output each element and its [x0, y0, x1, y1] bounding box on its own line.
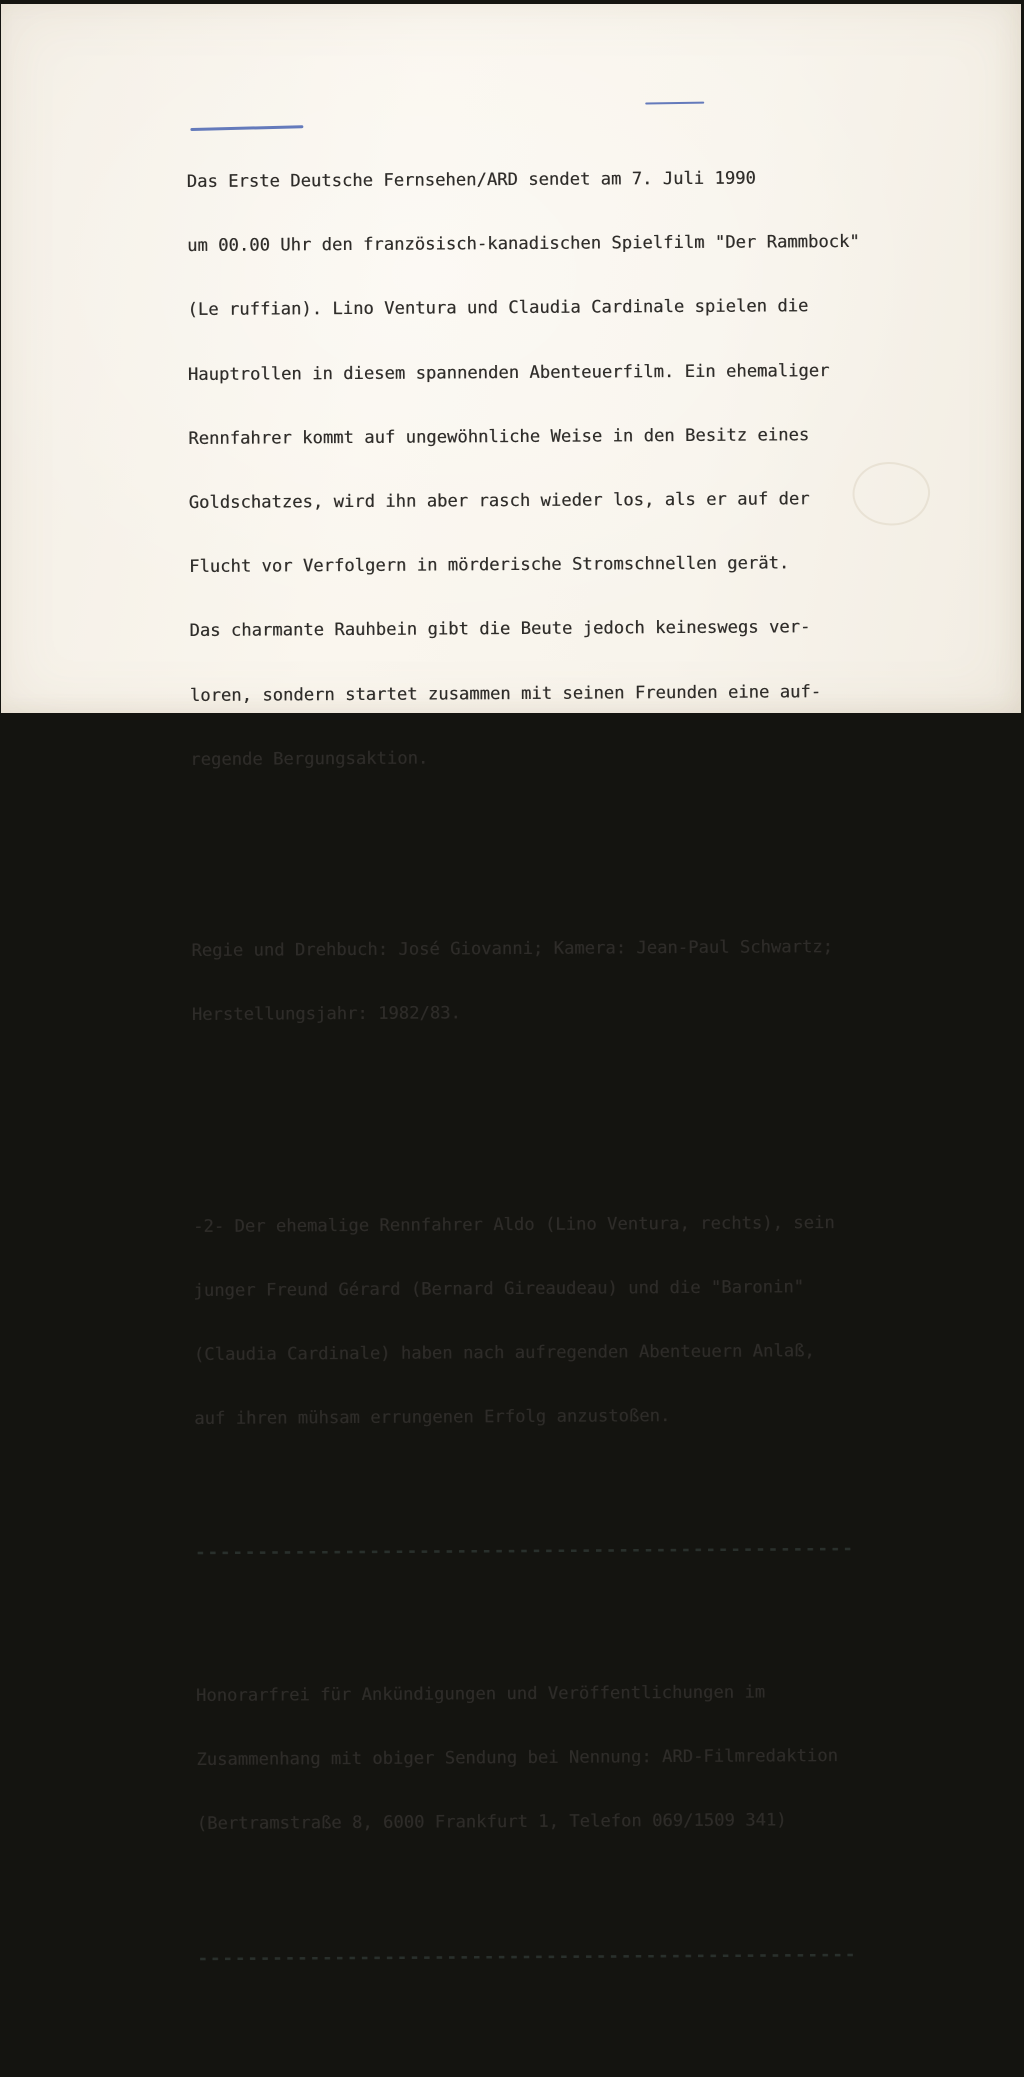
text-line: -2- Der ehemalige Rennfahrer Aldo (Lino Ventura, rechts), sein: [193, 1212, 835, 1237]
text-line: Flucht vor Verfolgern in mörderische Stromschnellen gerät.: [189, 553, 790, 578]
text-line: (Claudia Cardinale) haben nach aufregenden Abenteuern Anlaß,: [193, 1341, 815, 1365]
text-line: Regie und Drehbuch: José Giovanni; Kamera: Jean-Paul Schwartz;: [191, 937, 834, 962]
pen-underline-spielfilm: [645, 101, 704, 104]
text-line: Das Erste Deutsche Fernsehen/ARD sendet am 7. Juli 1990: [186, 168, 756, 193]
text-line: regende Bergungsaktion.: [190, 748, 429, 770]
typewritten-text-block: [186, 61, 928, 2077]
text-line: loren, sondern startet zusammen mit seinen Freunden eine auf-: [189, 681, 822, 706]
dashed-separator-bottom: -----------------------------------------------------: [197, 1944, 858, 1969]
text-line: Zusammenhang mit obiger Sendung bei Nennung: ARD-Filmredaktion: [196, 1746, 838, 1771]
usage-notice-paragraph: [196, 1639, 927, 1879]
text-line: Rennfahrer kommt auf ungewöhnliche Weise in den Besitz eines: [188, 425, 810, 449]
text-line: Honorarfrei für Ankündigungen und Veröffentlichungen im: [195, 1682, 766, 1706]
photo-caption-paragraph: [193, 1169, 925, 1473]
broadcast-intro-paragraph: [186, 125, 920, 814]
text-line: auf ihren mühsam errungenen Erfolg anzustoßen.: [194, 1406, 671, 1430]
dashed-separator-top: -----------------------------------------------------: [195, 1538, 855, 1563]
text-line: (Bertramstraße 8, 6000 Frankfurt 1, Telefon 069/1509 341): [196, 1810, 787, 1835]
text-line: Das charmante Rauhbein gibt die Beute jedoch keineswegs ver-: [189, 617, 811, 642]
credits-paragraph: [191, 894, 922, 1070]
text-line: Herstellungsjahr: 1982/83.: [191, 1003, 461, 1026]
text-line: junger Freund Gérard (Bernard Gireaudeau) und die "Baronin": [193, 1276, 805, 1301]
paper-sheet: [1, 4, 1021, 1969]
text-line: Hauptrollen in diesem spannenden Abenteuerfilm. Ein ehemaliger: [187, 360, 830, 385]
text-line: um 00.00 Uhr den französisch-kanadischen Spielfilm "Der Rammbock": [187, 232, 860, 257]
text-line: (Le ruffian). Lino Ventura und Claudia Cardinale spielen die: [187, 296, 809, 321]
text-line: Goldschatzes, wird ihn aber rasch wieder los, als er auf der: [188, 489, 810, 514]
